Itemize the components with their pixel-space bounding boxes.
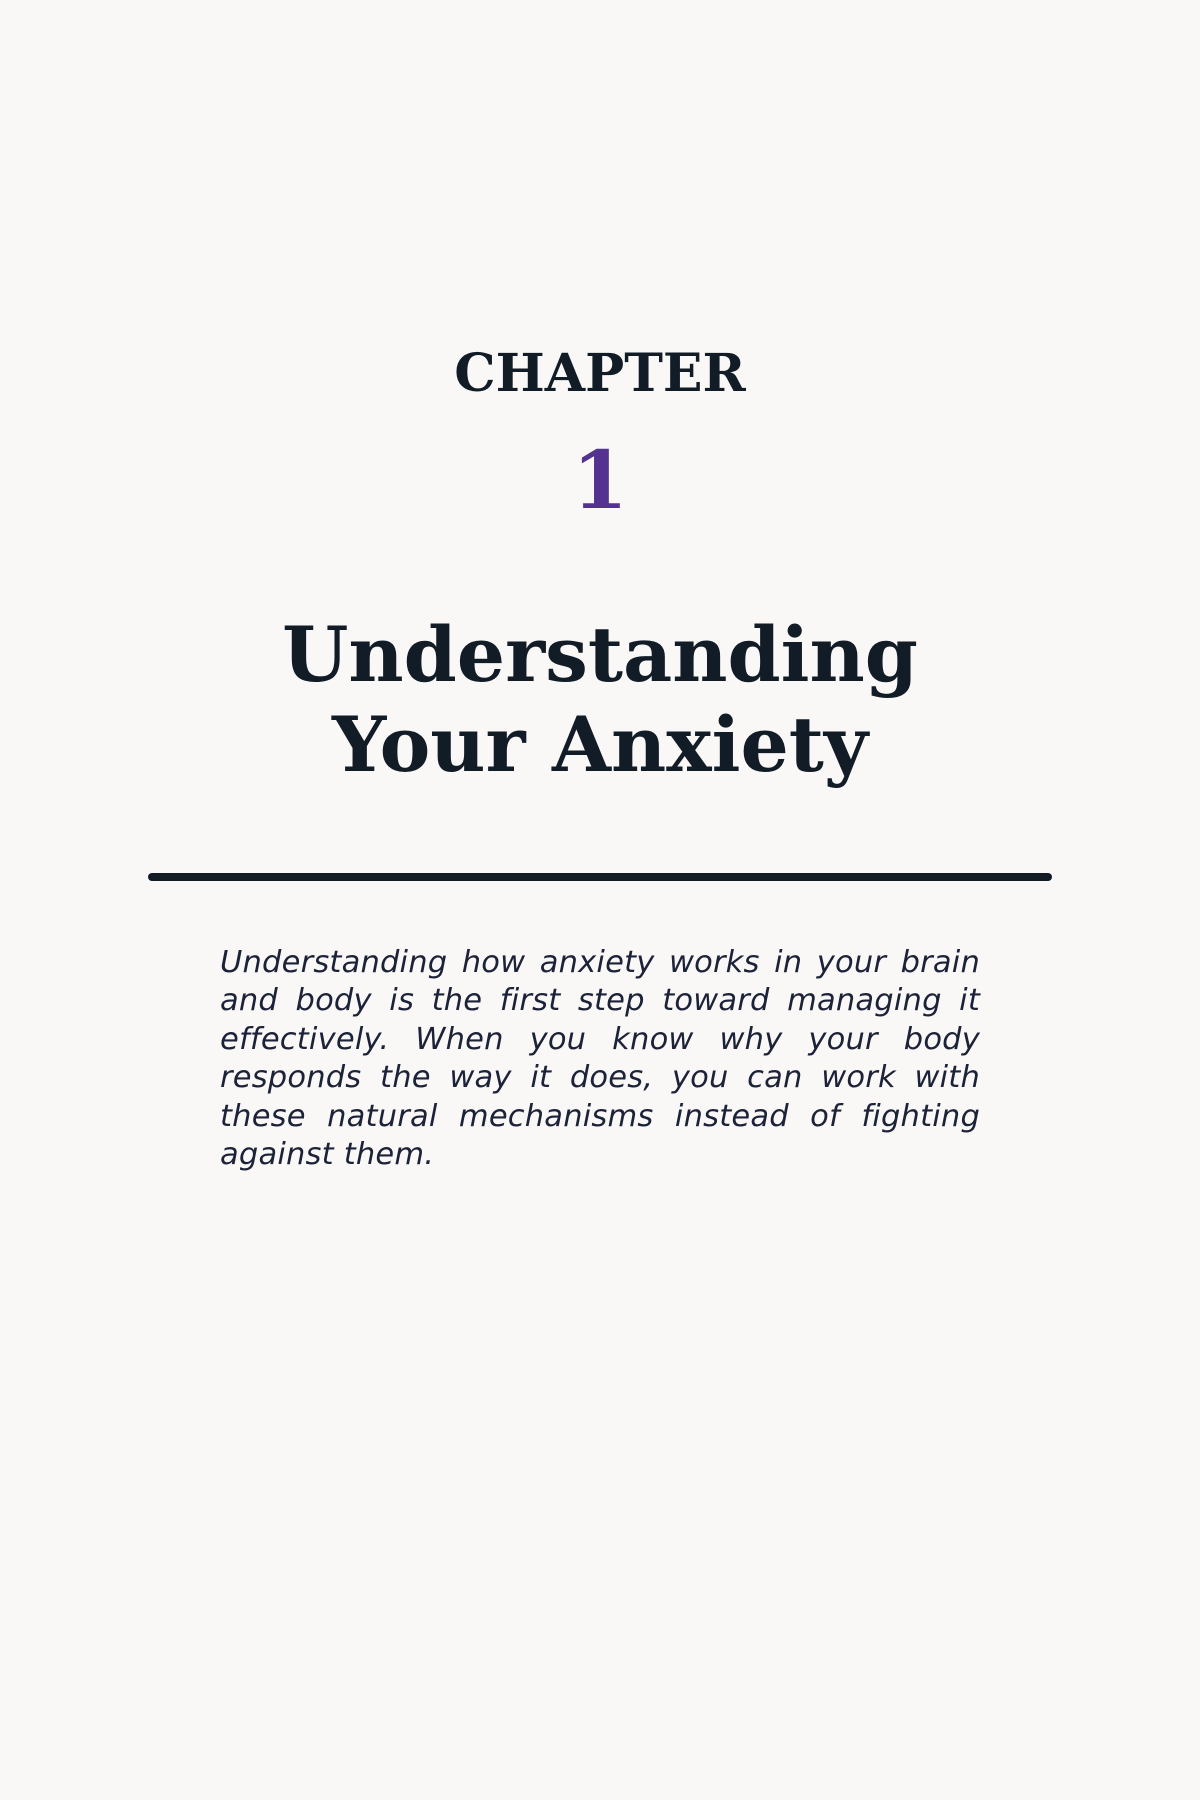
chapter-title-line-2: Your Anxiety bbox=[331, 700, 869, 789]
chapter-title bbox=[0, 610, 1200, 790]
chapter-label: CHAPTER bbox=[454, 343, 746, 404]
title-divider bbox=[148, 873, 1052, 881]
chapter-intro-paragraph: Understanding how anxiety works in your brain and body is the first step toward managing it effectively. When you know why your body responds the way it does, you can work with these natural mechanisms instead of fighting against them. bbox=[220, 945, 980, 1173]
chapter-title-line-1: Understanding bbox=[282, 610, 918, 699]
chapter-number: 1 bbox=[572, 433, 628, 527]
